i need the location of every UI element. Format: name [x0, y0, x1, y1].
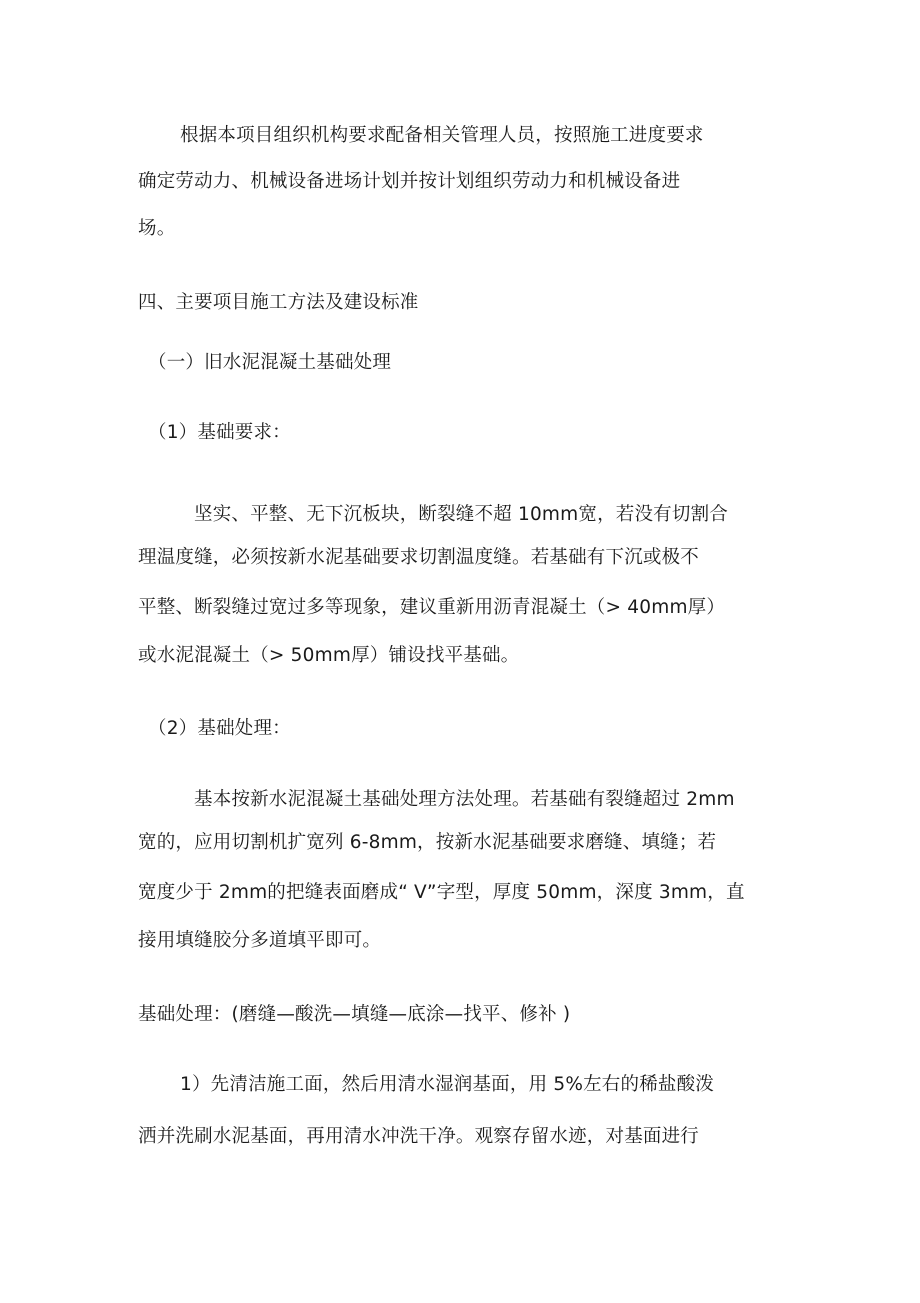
paragraph-line: 基本按新水泥混凝土基础处理方法处理。若基础有裂缝超过 2mm [194, 789, 735, 810]
paragraph-line: 场。 [138, 218, 176, 239]
paragraph-line: 确定劳动力、机械设备进场计划并按计划组织劳动力和机械设备进 [138, 171, 681, 192]
paragraph-line: 洒并洗刷水泥基面，再用清水冲洗干净。观察存留水迹，对基面进行 [138, 1126, 700, 1147]
subsection-heading: （一）旧水泥混凝土基础处理 [148, 352, 392, 373]
paragraph-line: 接用填缝胶分多道填平即可。 [138, 930, 382, 951]
paragraph-line: 平整、断裂缝过宽过多等现象，建议重新用沥青混凝土（> 40mm厚） [138, 597, 726, 618]
paragraph-line: 1）先清洁施工面，然后用清水湿润基面，用 5%左右的稀盐酸泼 [180, 1074, 715, 1095]
paragraph-line: 宽度少于 2mm的把缝表面磨成“ V”字型，厚度 50mm，深度 3mm，直 [138, 882, 745, 903]
paragraph-line: 宽的，应用切割机扩宽列 6-8mm，按新水泥基础要求磨缝、填缝；若 [138, 832, 717, 853]
paragraph-line: 或水泥混凝土（> 50mm厚）铺设找平基础。 [138, 645, 520, 666]
process-heading: 基础处理：(磨缝—酸洗—填缝—底涂—找平、修补 ) [138, 1004, 571, 1025]
paragraph-line: 理温度缝，必须按新水泥基础要求切割温度缝。若基础有下沉或极不 [138, 547, 700, 568]
item-heading: （1）基础要求： [148, 422, 291, 443]
paragraph-line: 根据本项目组织机构要求配备相关管理人员，按照施工进度要求 [180, 125, 704, 146]
item-heading: （2）基础处理： [148, 718, 291, 739]
paragraph-line: 坚实、平整、无下沉板块，断裂缝不超 10mm宽，若没有切割合 [194, 504, 728, 525]
section-heading: 四、主要项目施工方法及建设标准 [138, 292, 419, 313]
